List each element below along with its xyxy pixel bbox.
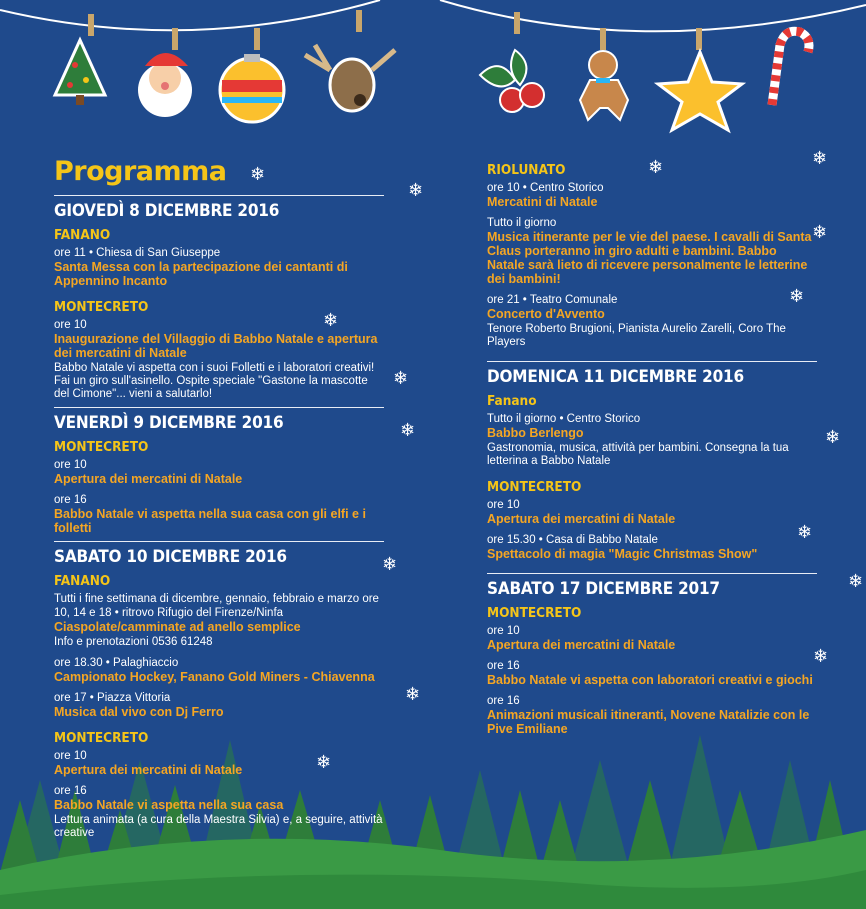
event-title: Babbo Natale vi aspetta nella sua casa bbox=[54, 798, 284, 812]
town-name: Fanano bbox=[487, 393, 537, 409]
event-time: ore 11 • Chiesa di San Giuseppe bbox=[54, 247, 221, 259]
event-time: Tutto il giorno bbox=[487, 217, 557, 229]
svg-text:❄: ❄ bbox=[400, 420, 416, 441]
day-heading: SABATO 17 DICEMBRE 2017 bbox=[487, 579, 720, 599]
event-time: ore 10 bbox=[54, 319, 87, 331]
svg-text:❄: ❄ bbox=[825, 427, 841, 448]
day-block bbox=[487, 361, 817, 561]
day-block bbox=[54, 407, 384, 535]
day-block bbox=[54, 195, 384, 401]
garland-decorations bbox=[0, 0, 866, 160]
svg-text:❄: ❄ bbox=[250, 164, 266, 185]
event-description: Tenore Roberto Brugioni, Pianista Aurelio Zarelli, Coro The Players bbox=[487, 323, 786, 348]
svg-text:❄: ❄ bbox=[323, 310, 339, 331]
svg-text:❄: ❄ bbox=[382, 554, 398, 575]
riolunato-block bbox=[487, 162, 817, 349]
town-name: MONTECRETO bbox=[54, 439, 149, 455]
event-time: ore 10 bbox=[487, 499, 520, 511]
event-title: Concerto d'Avvento bbox=[487, 307, 605, 321]
event-time: ore 16 bbox=[487, 660, 520, 672]
event-title: Campionato Hockey, Fanano Gold Miners - Chiavenna bbox=[54, 670, 375, 684]
town-name: MONTECRETO bbox=[54, 299, 149, 315]
svg-text:❄: ❄ bbox=[813, 646, 829, 667]
event-time: ore 16 bbox=[487, 695, 520, 707]
event-time: ore 16 bbox=[54, 494, 87, 506]
event-title: Animazioni musicali itineranti, Novene Natalizie con le Pive Emiliane bbox=[487, 708, 810, 736]
event-time: ore 18.30 • Palaghiaccio bbox=[54, 657, 179, 669]
town-name: FANANO bbox=[54, 573, 111, 589]
programma-title: Programma bbox=[54, 156, 227, 187]
event-description: Lettura animata (a cura della Maestra Silvia) e, a seguire, attività creative bbox=[54, 814, 383, 839]
event-title: Babbo Natale vi aspetta nella sua casa con gli elfi e i folletti bbox=[54, 507, 366, 535]
event-title: Ciaspolate/camminate ad anello semplice bbox=[54, 620, 301, 634]
svg-text:❄: ❄ bbox=[408, 180, 424, 201]
event-time: ore 21 • Teatro Comunale bbox=[487, 294, 618, 306]
event-time: ore 10 bbox=[54, 459, 87, 471]
bauble-ornament-icon bbox=[220, 28, 284, 122]
event-title: Babbo Natale vi aspetta con laboratori creativi e giochi bbox=[487, 673, 813, 687]
svg-text:❄: ❄ bbox=[848, 571, 864, 592]
event-title: Apertura dei mercatini di Natale bbox=[487, 638, 676, 652]
event-time: Tutto il giorno • Centro Storico bbox=[487, 413, 641, 425]
day-heading: SABATO 10 DICEMBRE 2016 bbox=[54, 547, 287, 567]
reindeer-ornament-icon bbox=[305, 10, 395, 111]
svg-text:❄: ❄ bbox=[316, 752, 332, 773]
event-time: ore 10 bbox=[487, 625, 520, 637]
svg-text:❄: ❄ bbox=[812, 148, 828, 169]
event-description: Babbo Natale vi aspetta con i suoi Folletti e i laboratori creativi! Fai un giro sull'asinello. Ospite speciale "Gastone la mascotte del Cimone"... vieni a salutarlo! bbox=[54, 362, 375, 400]
event-title: Mercatini di Natale bbox=[487, 195, 598, 209]
tree-ornament-icon bbox=[55, 14, 105, 105]
event-title: Apertura dei mercatini di Natale bbox=[54, 763, 243, 777]
event-description: Info e prenotazioni 0536 61248 bbox=[54, 636, 213, 648]
event-time: Tutti i fine settimana di dicembre, gennaio, febbraio e marzo ore 10, 14 e 18 • ritrovo Rifugio del Firenze/Ninfa bbox=[54, 593, 379, 619]
event-title: Apertura dei mercatini di Natale bbox=[54, 472, 243, 486]
event-title: Babbo Berlengo bbox=[487, 426, 584, 440]
santa-ornament-icon bbox=[138, 28, 192, 117]
svg-text:❄: ❄ bbox=[789, 286, 805, 307]
day-heading: DOMENICA 11 DICEMBRE 2016 bbox=[487, 367, 744, 387]
day-block bbox=[487, 573, 817, 736]
event-time: ore 15.30 • Casa di Babbo Natale bbox=[487, 534, 658, 546]
left-column bbox=[54, 150, 384, 842]
town-name: MONTECRETO bbox=[487, 605, 582, 621]
event-title: Spettacolo di magia "Magic Christmas Show" bbox=[487, 547, 758, 561]
gingerbread-ornament-icon bbox=[580, 28, 628, 120]
event-title: Santa Messa con la partecipazione dei cantanti di Appennino Incanto bbox=[54, 260, 348, 288]
svg-text:❄: ❄ bbox=[812, 222, 828, 243]
event-time: ore 16 bbox=[54, 785, 87, 797]
candy-cane-ornament-icon bbox=[772, 31, 809, 105]
event-time: ore 17 • Piazza Vittoria bbox=[54, 692, 171, 704]
day-heading: GIOVEDÌ 8 DICEMBRE 2016 bbox=[54, 201, 280, 221]
star-ornament-icon bbox=[658, 28, 742, 130]
town-name: MONTECRETO bbox=[487, 479, 582, 495]
town-name: MONTECRETO bbox=[54, 730, 149, 746]
svg-text:❄: ❄ bbox=[648, 157, 664, 178]
event-title: Apertura dei mercatini di Natale bbox=[487, 512, 676, 526]
svg-text:❄: ❄ bbox=[797, 522, 813, 543]
event-title: Inaugurazione del Villaggio di Babbo Natale e apertura dei mercatini di Natale bbox=[54, 332, 378, 360]
town-name: FANANO bbox=[54, 227, 111, 243]
day-heading: VENERDÌ 9 DICEMBRE 2016 bbox=[54, 413, 284, 433]
holly-ornament-icon bbox=[480, 12, 544, 112]
svg-text:❄: ❄ bbox=[393, 368, 409, 389]
right-column bbox=[487, 160, 817, 738]
svg-text:❄: ❄ bbox=[405, 684, 421, 705]
town-name: RIOLUNATO bbox=[487, 162, 566, 178]
event-time: ore 10 • Centro Storico bbox=[487, 182, 604, 194]
event-time: ore 10 bbox=[54, 750, 87, 762]
event-title: Musica dal vivo con Dj Ferro bbox=[54, 705, 224, 719]
event-description: Gastronomia, musica, attività per bambini. Consegna la tua letterina a Babbo Natale bbox=[487, 442, 789, 467]
event-title: Musica itinerante per le vie del paese. I cavalli di Santa Claus porteranno in giro adulti e bambini. Babbo Natale sarà lieto di ricevere personalmente le letterine dei bambini! bbox=[487, 230, 812, 286]
day-block bbox=[54, 541, 384, 840]
